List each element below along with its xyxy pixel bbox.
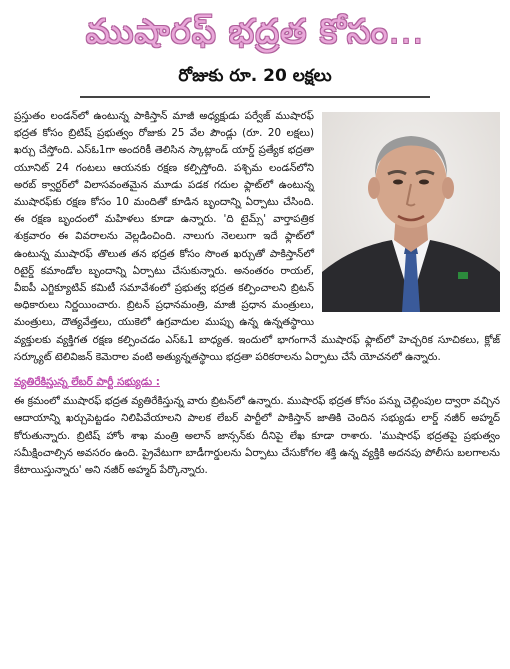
divider-line bbox=[80, 96, 430, 98]
portrait-illustration bbox=[322, 112, 500, 312]
article-body bbox=[14, 108, 500, 479]
article-paragraph: ఈ క్రమంలో ముషారఫ్ భద్రత వ్యతిరేకిస్తున్న వారు బ్రిటన్‌లో ఉన్నారు. ముషారఫ్ భద్రత కోసం పన్ను చెల్లింపుల ద్వారా వచ్చిన ఆదాయాన్ని ఖర్చుపెట్టడం నిలిపివేయాలని పాలక లేబర్ పార్టీలో పాకిస్తాన్ జాతికి చెందిన సభ్యుడు లార్డ్ నజీర్ అహ్మద్ కోరుతున్నారు. బ్రిటిష్ హోం శాఖ మంత్రి అలాన్ జాన్సన్‌కు దీనిపై లేఖ కూడా రాశారు. 'ముషారఫ్ భద్రతపై ప్రభుత్వం సమీక్షించాల్సిన అవసరం ఉంది. ప్రైవేటుగా బాడీగార్డులను ఏర్పాటు చేసుకోగల శక్తి ఉన్న వ్యక్తికి అదనపు పోలీసు బలగాలను కేటాయిస్తున్నారు' అని నజీర్ అహ్మద్ పేర్కొన్నారు. bbox=[14, 395, 500, 477]
subheadline: రోజుకు రూ. 20 లక్షలు bbox=[178, 66, 332, 86]
headline: ముషారఫ్ భద్రత కోసం... bbox=[85, 12, 425, 52]
section-heading: వ్యతిరేకిస్తున్న లేబర్ పార్టీ సభ్యుడు : bbox=[14, 376, 160, 389]
article-paragraph: ప్రస్తుతం లండన్‌లో ఉంటున్న పాకిస్తాన్ మాజీ అధ్యక్షుడు పర్వేజ్ ముషారఫ్ భద్రత కోసం బ్రిటిష్ ప్రభుత్వం రోజుకు 25 వేల పౌండ్లు (రూ. 20 లక్షలు) ఖర్చు చేస్తోంది. ఎస్‌ఓ1గా అందరికీ తెలిసిన స్కాట్లాండ్ యార్డ్ ప్రత్యేక భద్రతా యూనిట్ 24 గంటలు ఆయనకు రక్షణ కల్పిస్తోంది. పశ్చిమ లండన్‌లోని అరబ్ క్వార్టర్‌లో విలాసవంతమైన మూడు పడక గదుల ఫ్లాట్‌లో ఉంటున్న ముషారఫ్‌కు రక్షణ కోసం 10 మందితో కూడిన బృందాన్ని ఏర్పాటు చేసింది. ఈ రక్షణ బృందంలో మహిళలు కూడా ఉన్నారు. 'ది టైమ్స్' వార్తాపత్రిక శుక్రవారం ఈ వివరాలను వెల్లడించింది. నాలుగు నెలలుగా ఇదే ఫ్లాట్‌లో ఉంటున్న ముషారఫ్ తొలుత తన భద్రత కోసం సొంత ఖర్చుతో పాకిస్తాన్‌లో రిటైర్డ్ కమాండోల బృందాన్ని ఏర్పాటు చేసుకున్నారు. అనంతరం రాయల్, వీఐపీ ఎగ్జిక్యూటివ్ కమిటీ సమావేశంలో ప్రభుత్వ భద్రత కల్పించాలని బ్రిటన్ అధికారులు నిర్ణయించారు. బ్రిటన్ ప్రధానమంత్రి, మాజీ ప్రధాన మంత్రులు, మంత్రులు, దౌత్యవేత్తలు, యుకెలో ఉగ్రవాదుల ముప్పు ఉన్న ఉన్నతస్థాయి వ్యక్తులకు వ్యక్తిగత రక్షణ కల్పించడం ఎస్‌ఓ1 బాధ్యత. ఇందులో భాగంగానే ముషారఫ్ ఫ్లాట్‌లో హెచ్చరిక సూచికలు, క్లోజ్ సర్క్యూట్ టెలివిజన్ కెమెరాల వంటి అత్యున్నతస్థాయి భద్రతా పరికరాలను ఏర్పాటు చేసే యోచనలో ఉన్నారు. bbox=[14, 110, 500, 363]
portrait-photo bbox=[322, 112, 500, 312]
